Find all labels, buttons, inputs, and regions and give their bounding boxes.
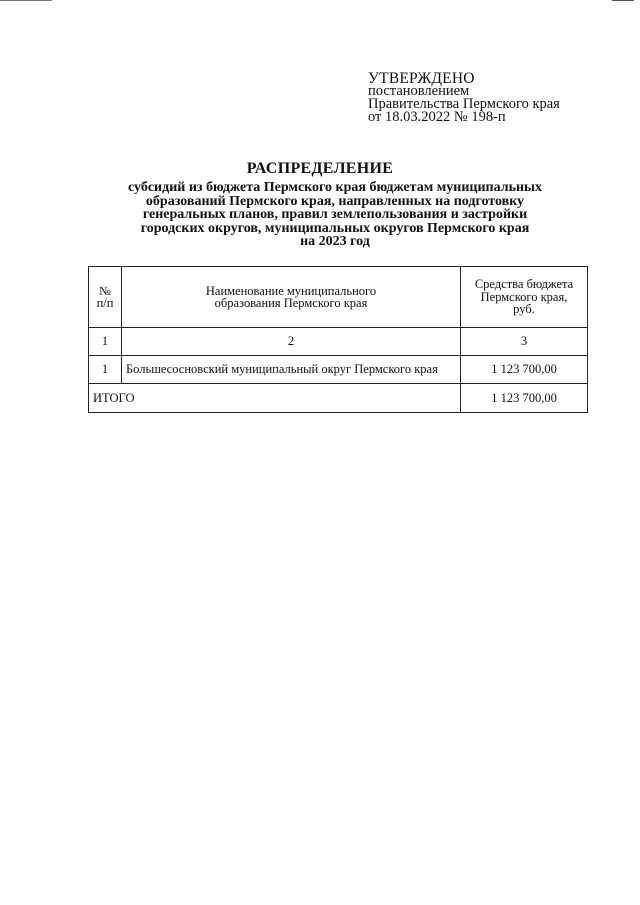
total-row [89,384,588,413]
header-amount-line-3: руб. [513,302,535,317]
document-subtitle [100,181,570,249]
total-amount: 1 123 700,00 [461,384,588,413]
header-number [89,267,122,328]
subtitle-line-3: генеральных планов, правил землепользования и застройки [142,207,528,223]
table-row [89,356,588,384]
table-header-row [89,267,588,328]
header-municipality [122,267,461,328]
scan-edge-mark [0,0,52,4]
total-label: ИТОГО [89,384,461,413]
subtitle-line-2: образований Пермского края, направленных на подготовку [145,193,525,209]
approval-heading: УТВЕРЖДЕНО [368,70,475,87]
header-number-line-2: п/п [96,296,114,310]
column-number-3: 3 [461,328,588,356]
subtitle-line-5: на 2023 год [300,234,370,250]
header-amount [461,267,588,328]
header-municipality-line-1: Наименование муниципального [205,283,377,298]
header-amount-line-1: Средства бюджета [474,277,574,292]
approval-line-2: Правительства Пермского края [368,96,560,112]
subtitle-line-4: городских округов, муниципальных округов Пермского края [140,220,530,236]
scan-edge-tick [612,0,634,5]
header-municipality-line-2: образования Пермского края [214,296,368,310]
header-amount-line-2: Пермского края, [480,289,568,304]
approval-stamp [368,72,560,124]
document-title: РАСПРЕДЕЛЕНИЕ [246,160,394,177]
column-numbering-row [89,328,588,356]
row-number: 1 [89,356,122,384]
row-municipality: Большесосновский муниципальный округ Пермского края [122,356,461,384]
approval-line-1: постановлением [368,83,470,99]
approval-line-3: от 18.03.2022 № 198-п [368,109,506,125]
row-amount: 1 123 700,00 [461,356,588,384]
subtitle-line-1: субсидий из бюджета Пермского края бюджетам муниципальных [128,180,542,195]
distribution-table [88,266,588,413]
column-number-2: 2 [122,328,461,356]
column-number-1: 1 [89,328,122,356]
header-number-line-1: № [99,283,111,298]
